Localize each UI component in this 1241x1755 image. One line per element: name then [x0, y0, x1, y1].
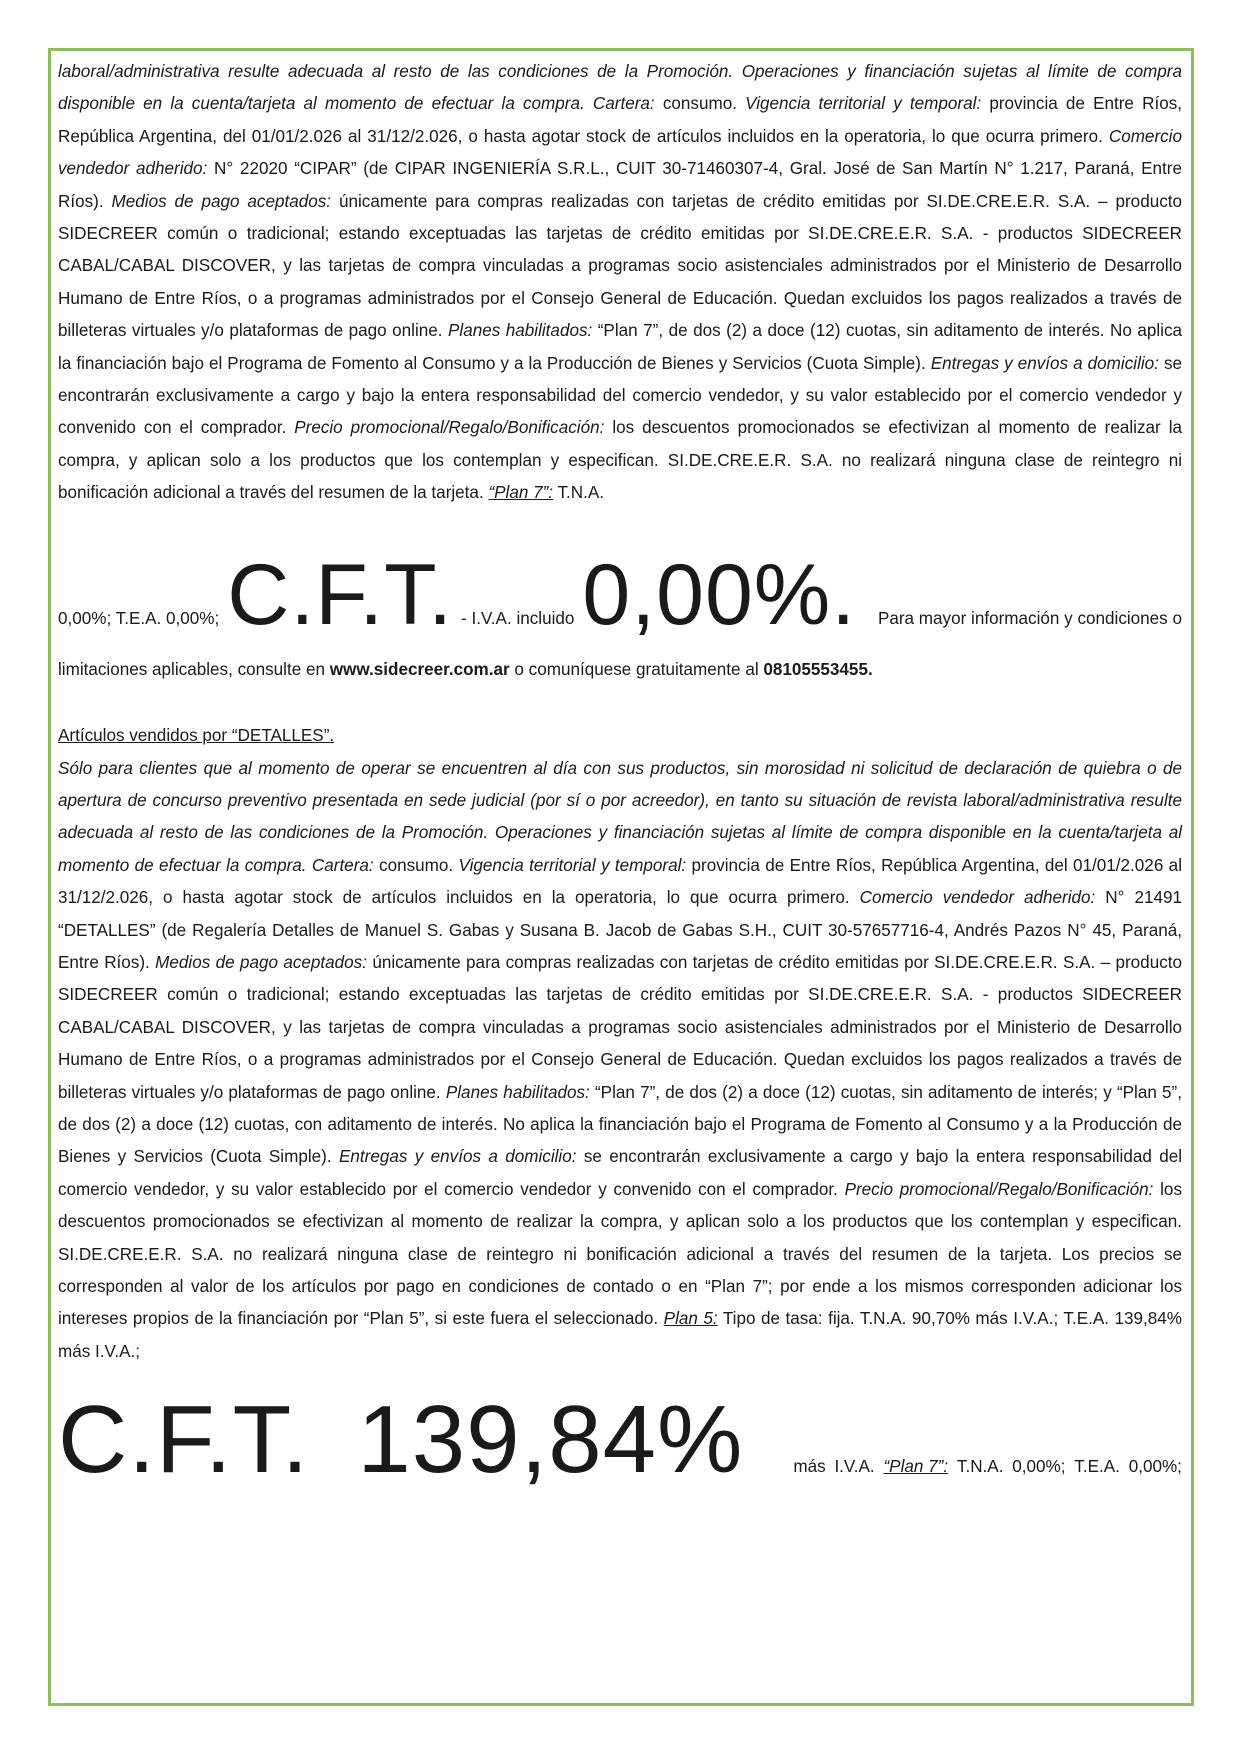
cft-value: 0,00%.: [582, 546, 857, 643]
italic-text: Planes habilitados:: [448, 321, 593, 341]
text: T.N.A.: [553, 483, 605, 503]
website-link[interactable]: www.sidecreer.com.ar: [329, 659, 510, 679]
text: limitaciones aplicables, consulte en: [58, 659, 330, 679]
cft-label: C.F.T.: [58, 1386, 310, 1494]
italic-text: Comercio vendedor adherido:: [859, 888, 1096, 908]
plan7-label: “Plan 7”:: [883, 1457, 949, 1477]
text: los descuentos promocionados se efectivizan al momento de realizar la compra, y aplican solo a los productos que los contemplan y especifican. SI.DE.CRE.E.R. S.A. no realizará ninguna clase de reintegro ni bonificación adicional a través del resumen de la tarjeta.: [58, 418, 1183, 503]
text: únicamente para compras realizadas con tarjetas de crédito emitidas por SI.DE.CRE.E.R. S.A. – producto SIDECREER común o tradicional; estando exceptuadas las tarjetas de crédito emitidas por SI.DE.CRE.E.R. S.A. - productos SIDECREER CABAL/CABAL DISCOVER, y las tarjetas de compra vinculadas a programas socio asistenciales administrados por el Ministerio de Desarrollo Humano de Entre Ríos, o a programas administrados por el Consejo General de Educación. Quedan excluidos los pagos realizados a través de billeteras virtuales y/o plataformas de pago online.: [58, 952, 1183, 1102]
italic-text: Precio promocional/Regalo/Bonificación:: [844, 1179, 1154, 1199]
italic-text: Sólo para clientes que al momento de operar se encuentren al día con sus productos, sin morosidad ni solicitud de declaración de quiebra o de apertura de concurso preventivo presentada en sede judicial (por sí o por acreedor), en tanto su situación de revista laboral/administrativa resulte adecuada al resto de las condiciones de la Promoción. Operaciones y financiación sujetas al límite de compra disponible en la cuenta/tarjeta al momento de efectuar la compra. Cartera:: [58, 758, 1182, 875]
plan7-label: “Plan 7”:: [488, 483, 554, 503]
paragraph-cipar: [58, 56, 1182, 510]
italic-text: Precio promocional/Regalo/Bonificación:: [294, 418, 605, 438]
text: únicamente para compras realizadas con tarjetas de crédito emitidas por SI.DE.CRE.E.R. S.A. – producto SIDECREER común o tradicional; estando exceptuadas las tarjetas de crédito emitidas por SI.DE.CRE.E.R. S.A. - productos SIDECREER CABAL/CABAL DISCOVER, y las tarjetas de compra vinculadas a programas socio asistenciales administrados por el Ministerio de Desarrollo Humano de Entre Ríos, o a programas administrados por el Consejo General de Educación. Quedan excluidos los pagos realizados a través de billeteras virtuales y/o plataformas de pago online.: [58, 191, 1183, 341]
plan5-label: Plan 5:: [663, 1309, 718, 1329]
tea-text: 0,00%; T.E.A. 0,00%;: [58, 608, 220, 628]
text: los descuentos promocionados se efectivizan al momento de realizar la compra, y aplican solo a los productos que los contemplan y especifican. SI.DE.CRE.E.R. S.A. no realizará ninguna clase de reintegro ni bonificación adicional a través del resumen de la tarjeta. Los precios se corresponden al valor de los artículos por pago en condiciones de contado o en “Plan 7”; por ende a los mismos corresponden adicionar los intereses propios de la financiación por “Plan 5”, si este fuera el seleccionado.: [58, 1179, 1182, 1329]
italic-text: Entregas y envíos a domicilio:: [338, 1147, 577, 1167]
contact-line: [58, 654, 1182, 686]
text: T.E.A.: [1074, 1457, 1120, 1477]
text: 0,00%;: [1012, 1457, 1066, 1477]
cft-line-cipar: [58, 528, 1182, 643]
italic-text: Comercio vendedor adherido:: [58, 126, 1182, 179]
cft-label: C.F.T.: [227, 546, 454, 643]
italic-text: Planes habilitados:: [445, 1082, 590, 1102]
text: consumo.: [654, 94, 746, 114]
text: se encontrarán exclusivamente a cargo y bajo la entera responsabilidad del comercio vendedor, y su valor establecido por el comercio vendedor y convenido con el comprador.: [58, 1147, 1183, 1199]
text: provincia de Entre Ríos, República Argentina, del 01/01/2.026 al 31/12/2.026, o hasta agotar stock de artículos incluidos en la operatoria, lo que ocurra primero.: [58, 94, 1183, 146]
text: “Plan 7”, de dos (2) a doce (12) cuotas, sin aditamento de interés. No aplica la financiación bajo el Programa de Fomento al Consumo y a la Producción de Bienes y Servicios (Cuota Simple).: [58, 321, 1182, 373]
italic-text: Medios de pago aceptados:: [155, 952, 367, 972]
document-body: [58, 56, 1183, 1494]
more-info-text: Para mayor información y condiciones o: [877, 608, 1182, 628]
italic-text: Medios de pago aceptados:: [111, 191, 332, 211]
text: I.V.A.: [834, 1457, 875, 1477]
text: Tipo de tasa: fija. T.N.A. 90,70% más I.V.A.; T.E.A. 139,84% más I.V.A.;: [58, 1309, 1182, 1361]
text: provincia de Entre Ríos, República Argentina, del 01/01/2.026 al 31/12/2.026, o hasta agotar stock de artículos incluidos en la operatoria, lo que ocurra primero.: [58, 855, 1182, 908]
section-title-detalles: Artículos vendidos por “DETALLES”.: [58, 726, 335, 746]
text: consumo.: [373, 855, 459, 875]
cft-line-detalles: [58, 1372, 1182, 1494]
text: T.N.A.: [956, 1457, 1004, 1477]
italic-text: laboral/administrativa resulte adecuada al resto de las condiciones de la Promoción. Operaciones y financiación sujetas al límite de compra disponible en la cuenta/tarjeta al momento de efectuar la compra. Cartera:: [58, 62, 1182, 114]
italic-text: Vigencia territorial y temporal:: [745, 94, 982, 114]
text: más: [793, 1457, 826, 1477]
text: se encontrarán exclusivamente a cargo y bajo la entera responsabilidad del comercio vendedor, y su valor establecido por el comercio vendedor y convenido con el comprador.: [58, 353, 1183, 438]
paragraph-detalles: [58, 753, 1182, 1369]
text: 0,00%;: [1128, 1457, 1182, 1477]
cft-value: 139,84%: [357, 1386, 744, 1494]
text: “Plan 7”, de dos (2) a doce (12) cuotas, sin aditamento de interés; y “Plan 5”, de dos (2) a doce (12) cuotas, con aditamento de interés. No aplica la financiación bajo el Programa de Fomento al Consumo y a la Producción de Bienes y Servicios (Cuota Simple).: [58, 1082, 1182, 1167]
italic-text: Entregas y envíos a domicilio:: [930, 353, 1159, 373]
iva-text: - I.V.A. incluido: [461, 608, 575, 628]
phone-number: 08105553455.: [763, 659, 873, 679]
text: N° 21491 “DETALLES” (de Regalería Detalles de Manuel S. Gabas y Susana B. Jacob de Gabas S.H., CUIT 30-57657716-4, Andrés Pazos N° 45, Paraná, Entre Ríos).: [58, 888, 1182, 972]
italic-text: Vigencia territorial y temporal:: [458, 855, 687, 875]
text: o comuníquese gratuitamente al: [509, 659, 764, 679]
text: N° 22020 “CIPAR” (de CIPAR INGENIERÍA S.R.L., CUIT 30-71460307-4, Gral. José de San Martín N° 1.217, Paraná, Entre Ríos).: [58, 159, 1182, 211]
